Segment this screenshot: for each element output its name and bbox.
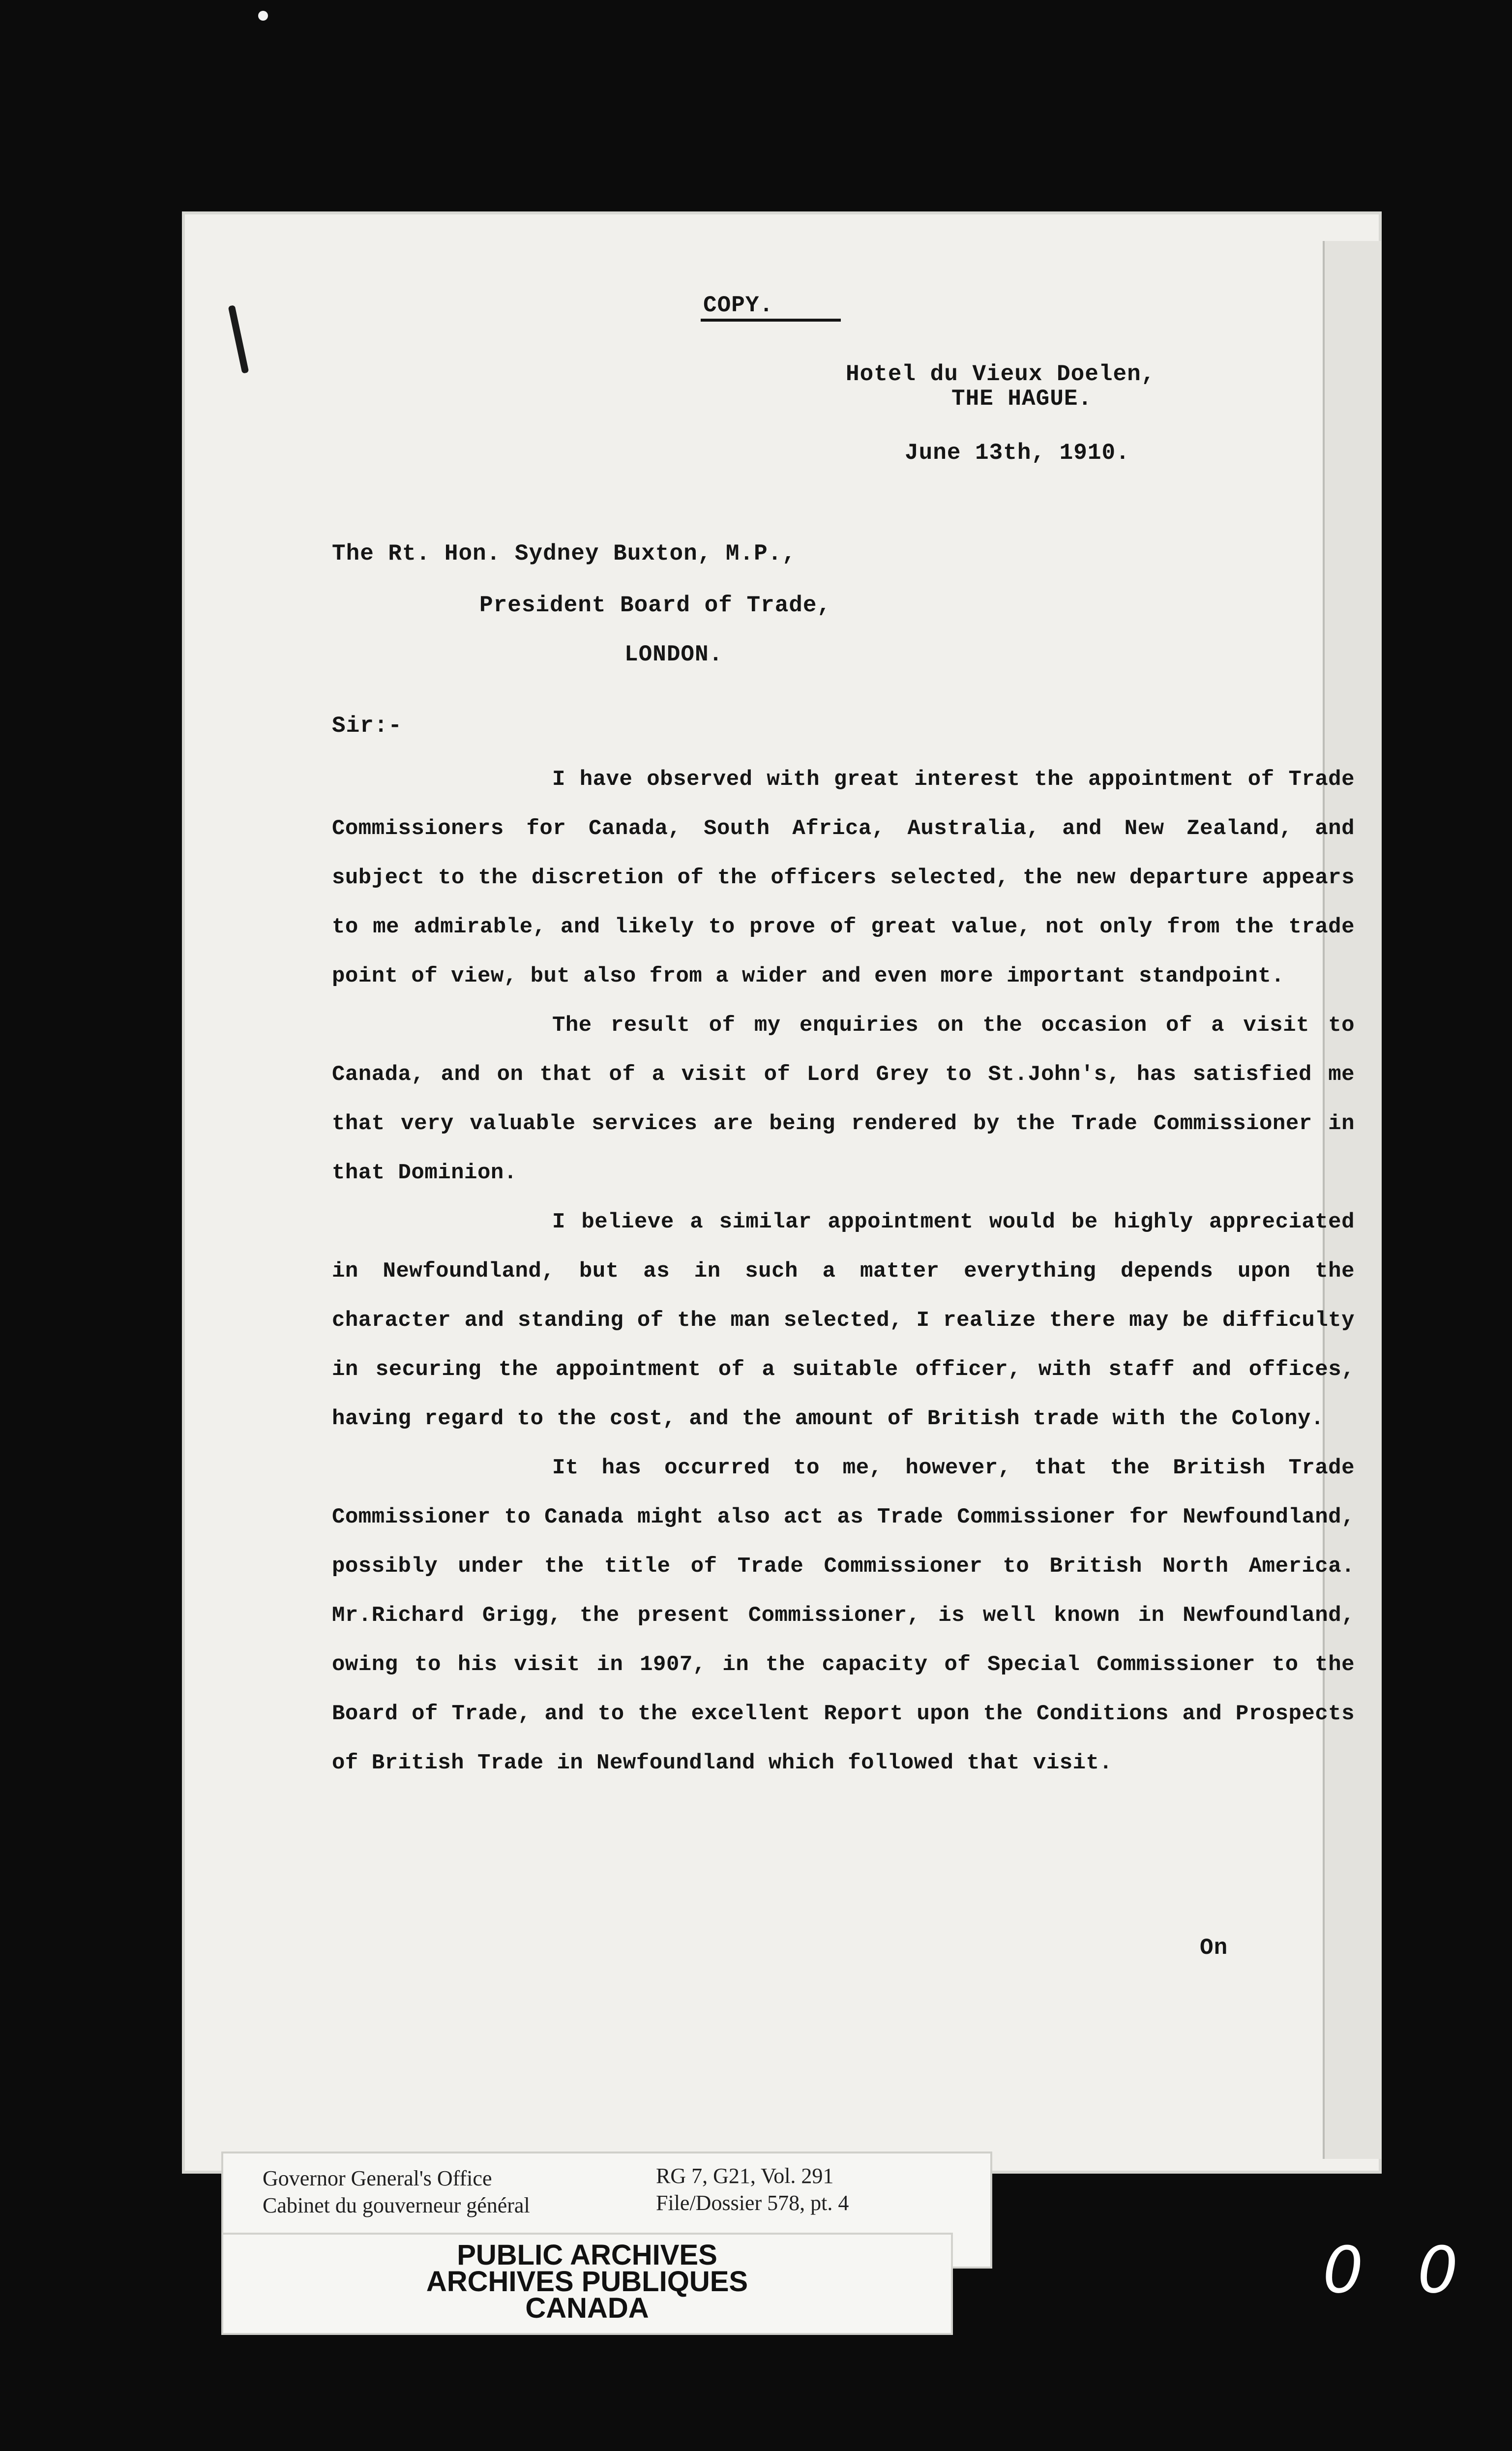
office-name-french: Cabinet du gouverneur général xyxy=(263,2193,530,2217)
paragraph: It has occurred to me, however, that the British Trade Commissioner to Canada might also act as Trade Commissioner for Newfoundland, possibly under the title of Trade Commissioner to British North America. Mr.Richard Grigg, the present Commissioner, is well known in Newfoundland, owing to his visit in 1907, in the capacity of Special Commissioner to the Board of Trade, and to the excellent Report upon the Conditions and Prospects of British Trade in Newfoundland which followed that visit. xyxy=(332,1456,1355,1775)
salutation: Sir:- xyxy=(332,713,403,739)
reference-file: File/Dossier 578, pt. 4 xyxy=(656,2191,849,2215)
recipient-city: LONDON. xyxy=(624,642,723,667)
copy-heading: COPY. xyxy=(703,293,774,318)
sender-address-line1: Hotel du Vieux Doelen, xyxy=(846,361,1156,387)
paragraph: I have observed with great interest the appointment of Trade Commissioners for Canada, South Africa, Australia, and New Zealand, and subject to the discretion of the officers selected, the new departure appears to me admirable, and likely to prove of great value, not only from the trade point of view, but also from a wider and even more important standpoint. xyxy=(332,767,1355,988)
recipient-office: President Board of Trade, xyxy=(479,593,831,618)
stamp-line: PUBLIC ARCHIVES xyxy=(457,2239,717,2271)
catchword: On xyxy=(1200,1935,1228,1961)
letter-date: June 13th, 1910. xyxy=(905,440,1130,466)
reference-volume: RG 7, G21, Vol. 291 xyxy=(656,2164,834,2188)
recipient-name: The Rt. Hon. Sydney Buxton, M.P., xyxy=(332,541,796,567)
stamp-line: ARCHIVES PUBLIQUES xyxy=(426,2266,748,2298)
letter-body xyxy=(332,755,1355,1788)
office-name-english: Governor General's Office xyxy=(263,2166,492,2190)
sender-address-line2: THE HAGUE. xyxy=(951,386,1093,412)
frame-counter: 00 xyxy=(1323,2233,1512,2307)
paragraph: I believe a similar appointment would be highly appreciated in Newfoundland, but as in such a matter everything depends upon the character and standing of the man selected, I realize there may be difficulty in securing the appointment of a suitable officer, with staff and offices, having regard to the cost, and the amount of British trade with the Colony. xyxy=(332,1210,1355,1431)
film-mark xyxy=(258,11,268,21)
stamp-line: CANADA xyxy=(525,2292,649,2324)
heading-underline xyxy=(701,319,841,322)
archive-stamp xyxy=(221,2233,953,2335)
paragraph: The result of my enquiries on the occasion of a visit to Canada, and on that of a visit of Lord Grey to St.John's, has satisfied me that very valuable services are being rendered by the Trade Commissioner in that Dominion. xyxy=(332,1013,1355,1185)
